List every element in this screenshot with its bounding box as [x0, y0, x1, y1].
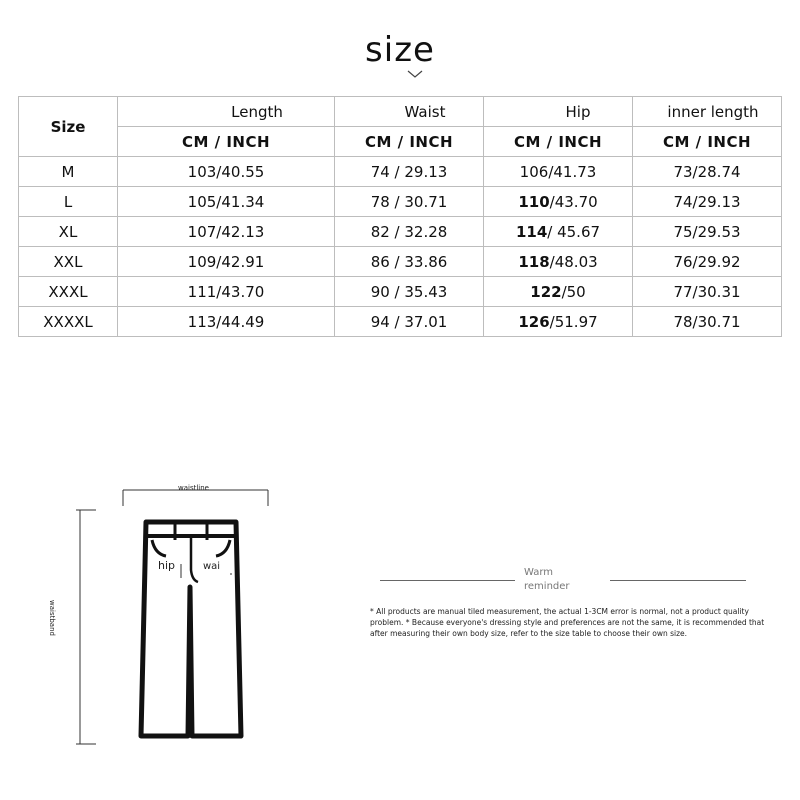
unit-row	[19, 127, 782, 157]
length-cell: 105/41.34	[118, 187, 335, 217]
waist-cell: 74 / 29.13	[335, 157, 484, 187]
inner-length-cell: 75/29.53	[633, 217, 782, 247]
size-cell: XL	[19, 217, 118, 247]
inner-length-cell: 76/29.92	[633, 247, 782, 277]
pants-outline-icon	[0, 470, 380, 770]
unit-label: CM / INCH	[484, 127, 633, 157]
table-row	[19, 157, 782, 187]
pants-measurement-diagram	[0, 470, 380, 770]
hip-cell	[484, 277, 633, 307]
unit-label: CM / INCH	[335, 127, 484, 157]
inner-length-cell: 77/30.31	[633, 277, 782, 307]
wai-label: wai	[203, 561, 221, 572]
unit-label: CM / INCH	[633, 127, 782, 157]
length-cell: 103/40.55	[118, 157, 335, 187]
hip-inch-value: /50	[561, 282, 586, 301]
length-cell: 107/42.13	[118, 217, 335, 247]
hip-inch-value: /48.03	[549, 252, 598, 271]
table-row	[19, 217, 782, 247]
hip-cm-value: 114	[515, 222, 548, 241]
reminder-divider-right	[610, 580, 746, 581]
inner-length-cell: 78/30.71	[633, 307, 782, 337]
length-cell: 111/43.70	[118, 277, 335, 307]
unit-label: CM / INCH	[118, 127, 335, 157]
hip-label: hip	[158, 559, 176, 572]
waist-column-header: Waist	[335, 97, 484, 127]
size-column-header: Size	[19, 97, 118, 157]
hip-column-header: Hip	[484, 97, 633, 127]
size-chart-table	[18, 96, 782, 337]
hip-cm-value: 122	[530, 282, 562, 301]
waist-cell: 90 / 35.43	[335, 277, 484, 307]
hip-inch-value: /51.97	[549, 312, 598, 331]
length-cell: 109/42.91	[118, 247, 335, 277]
hip-cell	[484, 217, 633, 247]
hip-cell	[484, 307, 633, 337]
hip-cell	[484, 157, 633, 187]
reminder-title-line2: reminder	[524, 581, 570, 592]
table-row	[19, 187, 782, 217]
reminder-notes	[370, 606, 765, 639]
reminder-title-line1: Warm	[524, 567, 554, 578]
hip-cell	[484, 247, 633, 277]
waist-cell: 82 / 32.28	[335, 217, 484, 247]
hip-cm-value: 106	[519, 162, 549, 181]
table-row	[19, 247, 782, 277]
warm-reminder-title	[524, 566, 604, 594]
inner-length-column-header: inner length	[633, 97, 782, 127]
size-cell: L	[19, 187, 118, 217]
size-cell: M	[19, 157, 118, 187]
hip-cm-value: 110	[518, 192, 550, 211]
size-cell: XXXL	[19, 277, 118, 307]
length-column-header: Length	[118, 97, 335, 127]
table-row	[19, 277, 782, 307]
chevron-down-icon	[406, 69, 424, 79]
size-cell: XXL	[19, 247, 118, 277]
inner-length-cell: 74/29.13	[633, 187, 782, 217]
waist-cell: 78 / 30.71	[335, 187, 484, 217]
table-row	[19, 307, 782, 337]
inner-length-cell: 73/28.74	[633, 157, 782, 187]
waist-cell: 86 / 33.86	[335, 247, 484, 277]
reminder-note-text: * All products are manual tiled measurement, the actual 1-3CM error is normal, not a product quality problem. * Because everyone's dressing style and preferences are not the same, it is recommended that after measuring their own body size, refer to the size table to choose their own size.	[370, 607, 765, 638]
waist-cell: 94 / 37.01	[335, 307, 484, 337]
hip-inch-value: /41.73	[548, 162, 597, 181]
waistband-label: waistband	[48, 600, 56, 636]
reminder-divider-left	[380, 580, 515, 581]
table-header-row	[19, 97, 782, 127]
hip-cm-value: 126	[518, 312, 550, 331]
length-cell: 113/44.49	[118, 307, 335, 337]
hip-cm-value: 118	[518, 252, 550, 271]
hip-inch-value: / 45.67	[547, 222, 601, 241]
waistline-label: waistline	[178, 484, 209, 492]
hip-cell	[484, 187, 633, 217]
page-title: size	[365, 30, 435, 70]
hip-inch-value: /43.70	[549, 192, 598, 211]
size-cell: XXXXL	[19, 307, 118, 337]
